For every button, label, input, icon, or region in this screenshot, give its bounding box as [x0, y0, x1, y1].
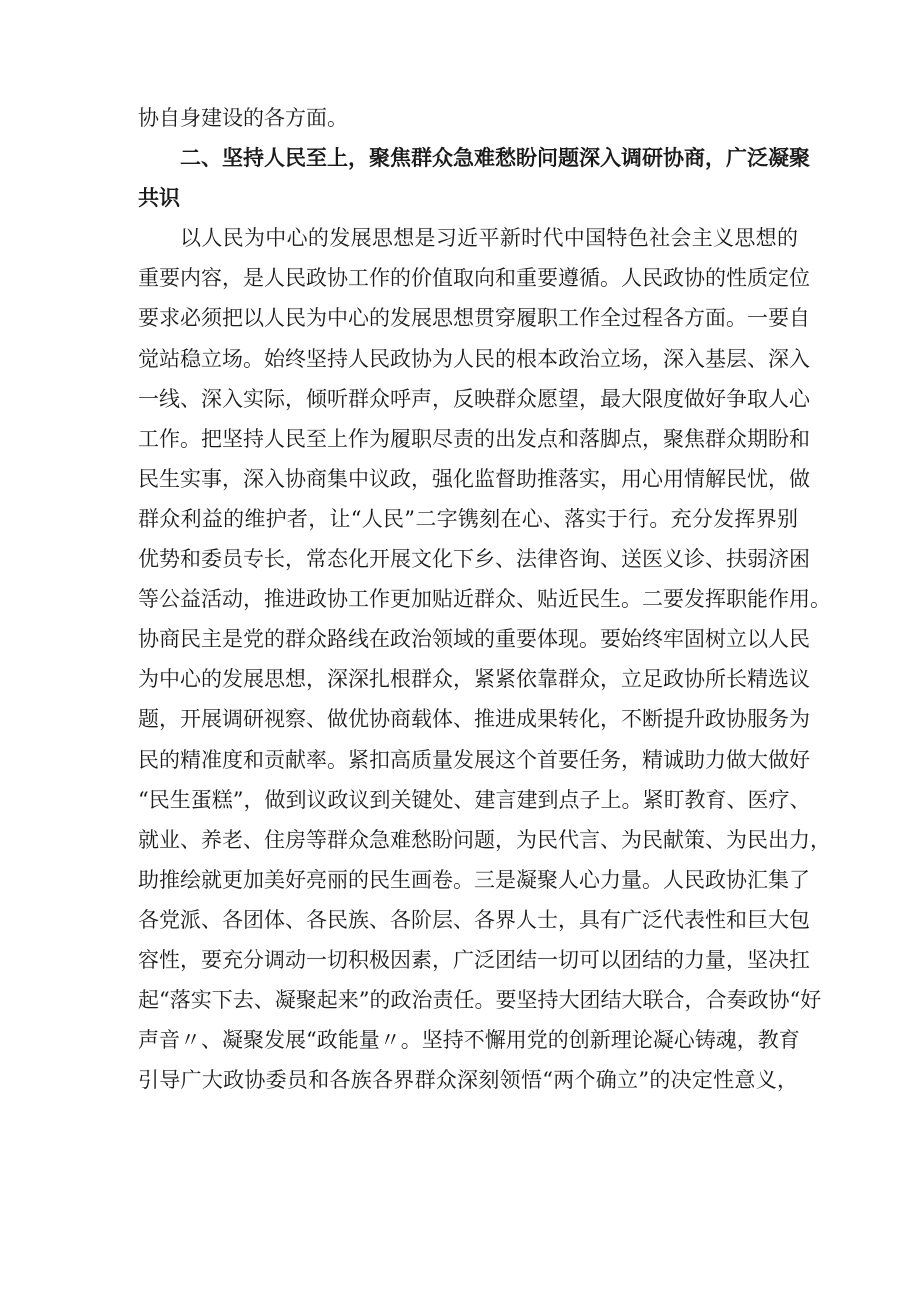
- paragraph-line: 重要内容，是人民政协工作的价值取向和重要遵循。人民政协的性质定位: [138, 266, 810, 291]
- paragraph-line: 以人民为中心的发展思想是习近平新时代中国特色社会主义思想的: [180, 226, 798, 251]
- paragraph-line: 民生实事，深入协商集中议政，强化监督助推落实，用心用情解民忧，做: [138, 466, 810, 491]
- paragraph-line: 声音〃、凝聚发展“政能量〃。坚持不懈用党的创新理论凝心铸魂，教育: [138, 1028, 800, 1053]
- paragraph-line: 容性，要充分调动一切积极因素，广泛团结一切可以团结的力量，坚决扛: [138, 947, 810, 972]
- paragraph-line: 引导广大政协委员和各族各界群众深刻领悟“两个确立”的决定性意义，: [138, 1068, 798, 1093]
- paragraph-line: 题，开展调研视察、做优协商载体、推进成果转化，不断提升政协服务为: [138, 707, 810, 732]
- paragraph-line: 一线、深入实际，倾听群众呼声，反映群众愿望，最大限度做好争取人心: [138, 386, 810, 411]
- paragraph-line: 觉站稳立场。始终坚持人民政协为人民的根本政治立场，深入基层、深入: [138, 346, 810, 371]
- section-heading-line: 二、坚持人民至上，聚焦群众急难愁盼问题深入调研协商，广泛凝聚: [180, 145, 810, 171]
- paragraph-line: 民的精准度和贡献率。紧扣高质量发展这个首要任务，精诚助力做大做好: [138, 747, 810, 772]
- paragraph-line: 群众利益的维护者，让“人民”二字镌刻在心、落实于行。充分发挥界别: [138, 506, 798, 531]
- paragraph-line: 起“落实下去、凝聚起来”的政治责任。要坚持大团结大联合，合奏政协“好: [138, 988, 822, 1013]
- paragraph-line: 各党派、各团体、各民族、各阶层、各界人士，具有广泛代表性和巨大包: [138, 907, 810, 932]
- document-body: [138, 98, 831, 1100]
- paragraph-line: 等公益活动，推进政协工作更加贴近群众、贴近民生。二要发挥职能作用。: [138, 587, 831, 612]
- paragraph-line: 协自身建设的各方面。: [138, 106, 348, 130]
- paragraph-line: 助推绘就更加美好亮丽的民生画卷。三是凝聚人心力量。人民政协汇集了: [138, 867, 810, 892]
- paragraph-line: 优势和委员专长，常态化开展文化下乡、法律咨询、送医义诊、扶弱济困: [138, 547, 810, 572]
- paragraph-line: 工作。把坚持人民至上作为履职尽责的出发点和落脚点，聚焦群众期盼和: [138, 426, 810, 451]
- paragraph-line: 协商民主是党的群众路线在政治领域的重要体现。要始终牢固树立以人民: [138, 627, 810, 652]
- section-heading-line: 共识: [138, 185, 180, 211]
- paragraph-line: 为中心的发展思想，深深扎根群众，紧紧依靠群众，立足政协所长精选议: [138, 667, 810, 692]
- paragraph-line: “民生蛋糕”，做到议政议到关键处、建言建到点子上。紧盯教育、医疗、: [138, 787, 811, 812]
- paragraph-line: 要求必须把以人民为中心的发展思想贯穿履职工作全过程各方面。一要自: [138, 306, 810, 331]
- paragraph-line: 就业、养老、住房等群众急难愁盼问题，为民代言、为民献策、为民出力，: [138, 827, 831, 852]
